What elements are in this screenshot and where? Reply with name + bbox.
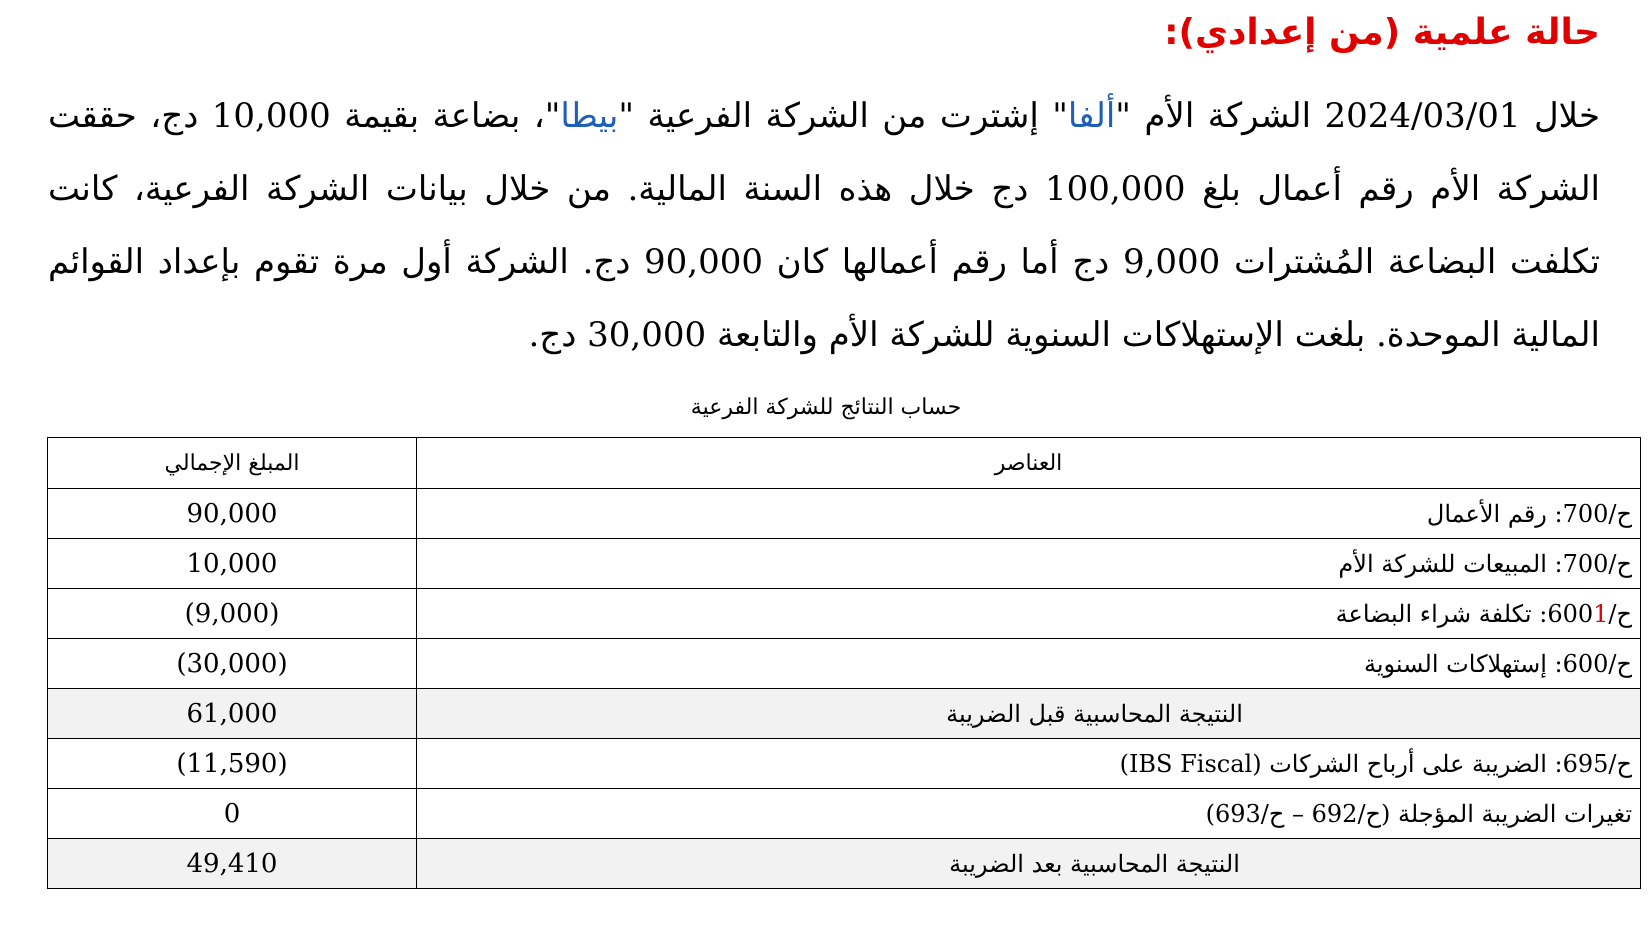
row-label-text: : تكلفة شراء البضاعة xyxy=(1335,599,1548,628)
row-amount: 10,000 xyxy=(48,539,417,589)
income-statement-table xyxy=(47,437,1641,889)
row-amount: 0 xyxy=(48,789,417,839)
row-label: ح/700: رقم الأعمال xyxy=(417,489,1641,539)
header-elements: العناصر xyxy=(417,438,1641,489)
case-text-part-3: "، بضاعة بقيمة 10,000 دج، حققت الشركة الأم رقم أعمال بلغ 100,000 دج خلال هذه السنة المالية. من خلال بيانات الشركة الفرعية، كانت تكلفت البضاعة المُشترات 9,000 دج أما رقم أعمالها كان 90,000 دج. الشركة أول مرة تقوم بإعداد القوائم المالية الموحدة. بلغت الإستهلاكات السنوية للشركة الأم والتابعة 30,000 دج. xyxy=(48,96,1601,355)
table-row xyxy=(48,639,1641,689)
table-row xyxy=(48,789,1641,839)
row-label: تغيرات الضريبة المؤجلة (ح/692 – ح/693) xyxy=(417,789,1641,839)
row-amount: (30,000) xyxy=(48,639,417,689)
row-label: النتيجة المحاسبية بعد الضريبة xyxy=(417,839,1641,889)
row-label: النتيجة المحاسبية قبل الضريبة xyxy=(417,689,1641,739)
header-amount: المبلغ الإجمالي xyxy=(48,438,417,489)
subtotal-row xyxy=(48,689,1641,739)
table-row xyxy=(48,589,1641,639)
case-title: حالة علمية (من إعدادي): xyxy=(1164,12,1600,53)
case-description xyxy=(48,80,1600,372)
row-amount: 90,000 xyxy=(48,489,417,539)
row-label-account-prefix: ح/600 xyxy=(1547,599,1632,628)
row-label: ح/700: المبيعات للشركة الأم xyxy=(417,539,1641,589)
case-text-part-2: " إشترت من الشركة الفرعية " xyxy=(618,96,1068,136)
table-row xyxy=(48,539,1641,589)
total-row xyxy=(48,839,1641,889)
table-caption: حساب النتائج للشركة الفرعية xyxy=(690,395,962,420)
subsidiary-company-name: بيطا xyxy=(560,96,619,136)
table-header-row xyxy=(48,438,1641,489)
table-row xyxy=(48,489,1641,539)
row-label: ح/600: إستهلاكات السنوية xyxy=(417,639,1641,689)
row-amount: 49,410 xyxy=(48,839,417,889)
case-text-part-1: خلال 2024/03/01 الشركة الأم " xyxy=(1115,96,1600,136)
row-label: ح/695: الضريبة على أرباح الشركات (IBS Fiscal) xyxy=(417,739,1641,789)
row-label-account-digit: 1 xyxy=(1593,599,1609,628)
row-label xyxy=(417,589,1641,639)
parent-company-name: ألفا xyxy=(1067,96,1116,136)
row-amount: (9,000) xyxy=(48,589,417,639)
row-amount: (11,590) xyxy=(48,739,417,789)
table-row xyxy=(48,739,1641,789)
row-amount: 61,000 xyxy=(48,689,417,739)
